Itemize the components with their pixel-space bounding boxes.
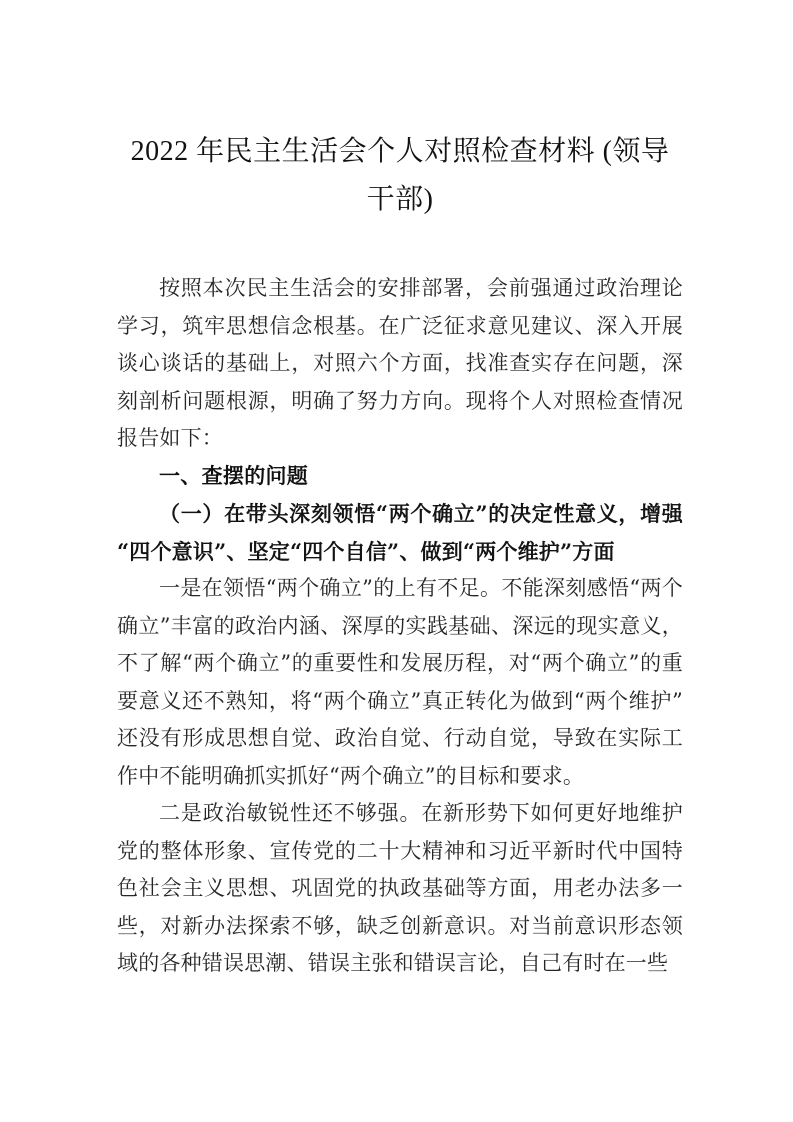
page-title (117, 0, 683, 224)
intro-paragraph: 按照本次民主生活会的安排部署，会前强通过政治理论学习，筑牢思想信念根基。在广泛征求意见建议、深入开展谈心谈话的基础上，对照六个方面，找准查实存在问题，深刻剖析问题根源，明确了努力方向。现将个人对照检查情况报告如下： (117, 276, 683, 450)
page-title-text: 2022 年民主生活会个人对照检查材料 (领导干部) (130, 136, 670, 215)
paragraph-point-2: 二是政治敏锐性还不够强。在新形势下如何更好地维护党的整体形象、宣传党的二十大精神和习近平新时代中国特色社会主义思想、巩固党的执政基础等方面，用老办法多一些，对新办法探索不够，缺乏创新意识。对当前意识形态领域的各种错误思潮、错误主张和错误言论，自己有时在一些 (117, 801, 683, 975)
document-content (117, 0, 683, 983)
subsection-heading-1a: （一）在带头深刻领悟“两个确立”的决定性意义，增强“四个意识”、坚定“四个自信”、做到“两个维护”方面 (117, 501, 683, 564)
paragraph-point-1: 一是在领悟“两个确立”的上有不足。不能深刻感悟“两个确立”丰富的政治内涵、深厚的实践基础、深远的现实意义，不了解“两个确立”的重要性和发展历程，对“两个确立”的重要意义还不熟知，将“两个确立”真正转化为做到“两个维护”还没有形成思想自觉、政治自觉、行动自觉，导致在实际工作中不能明确抓实抓好“两个确立”的目标和要求。 (117, 576, 683, 788)
section-heading-1: 一、查摆的问题 (159, 464, 309, 488)
